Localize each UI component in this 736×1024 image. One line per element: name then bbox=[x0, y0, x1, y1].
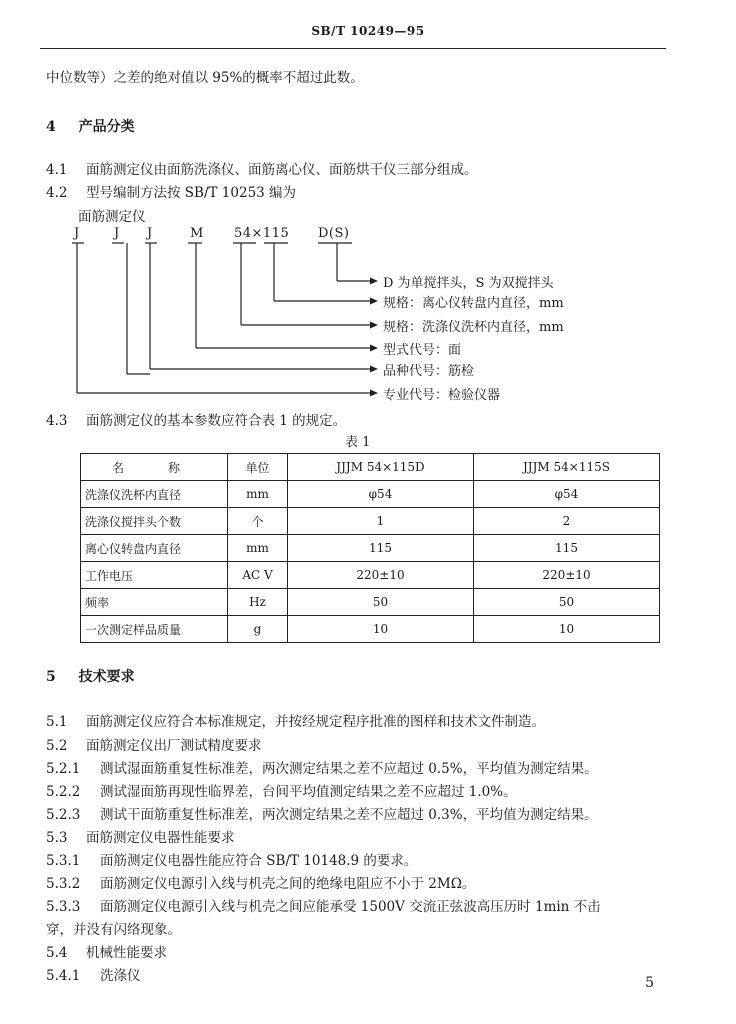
code-m: M bbox=[190, 226, 204, 241]
table-cell: 50 bbox=[288, 589, 474, 616]
label-variety-code: 品种代号：筋检 bbox=[383, 364, 475, 379]
table-cell: 10 bbox=[474, 616, 660, 643]
table-cell: AC V bbox=[228, 562, 288, 589]
clause-number: 5.2.3 bbox=[46, 807, 81, 823]
section-5-number: 5 bbox=[46, 669, 56, 685]
table-cell: 一次测定样品质量 bbox=[81, 616, 228, 643]
code-size: 54×115 bbox=[234, 226, 290, 241]
table-cell: 220±10 bbox=[474, 562, 660, 589]
clause-number: 5.3.3 bbox=[46, 899, 81, 915]
continuation-line: 中位数等）之差的绝对值以 95%的概率不超过此数。 bbox=[46, 70, 364, 86]
section-5-heading bbox=[46, 666, 135, 686]
clause-number: 5.1 bbox=[46, 714, 68, 730]
code-diagram-lines bbox=[0, 0, 736, 420]
clause-text: 面筋测定仪应符合本标准规定，并按经规定程序批准的图样和技术文件制造。 bbox=[86, 714, 545, 730]
clause-number: 5.3 bbox=[46, 830, 68, 846]
clause-5-3-1 bbox=[46, 849, 417, 869]
label-specialty-code: 专业代号：检验仪器 bbox=[383, 388, 501, 403]
table-cell: 2 bbox=[474, 508, 660, 535]
clause-number: 5.2.1 bbox=[46, 761, 81, 777]
running-header: SB/T 10249—95 bbox=[311, 24, 425, 38]
clause-5-3-2 bbox=[46, 872, 475, 892]
clause-number: 4.2 bbox=[46, 185, 68, 201]
table-cell: 洗涤仪洗杯内直径 bbox=[81, 481, 228, 508]
label-head-type: D 为单搅拌头，S 为双搅拌头 bbox=[383, 276, 554, 291]
section-4-title: 产品分类 bbox=[78, 119, 135, 135]
table-row bbox=[81, 616, 660, 643]
clause-text: 洗涤仪 bbox=[100, 968, 141, 984]
table-cell: mm bbox=[228, 535, 288, 562]
clause-text: 面筋测定仪出厂测试精度要求 bbox=[86, 738, 262, 754]
label-washer-size: 规格：洗涤仪洗杯内直径，mm bbox=[383, 320, 564, 335]
table-cell: 115 bbox=[288, 535, 474, 562]
clause-number: 5.2 bbox=[46, 738, 68, 754]
clause-5-2-3 bbox=[46, 803, 598, 823]
clause-text: 面筋测定仪的基本参数应符合表 1 的规定。 bbox=[86, 413, 347, 429]
clause-text: 面筋测定仪电器性能要求 bbox=[86, 830, 235, 846]
table-cell: 频率 bbox=[81, 589, 228, 616]
table-row bbox=[81, 508, 660, 535]
clause-4-3 bbox=[46, 409, 346, 429]
table-header-cell: 名 称 bbox=[81, 454, 228, 481]
clause-number: 5.3.2 bbox=[46, 876, 81, 892]
code-head: D(S) bbox=[318, 226, 350, 241]
table-row bbox=[81, 589, 660, 616]
page-number: 5 bbox=[645, 975, 654, 991]
clause-number: 5.2.2 bbox=[46, 784, 81, 800]
code-j2: J bbox=[114, 226, 120, 241]
clause-number: 4.3 bbox=[46, 413, 68, 429]
table-cell: 洗涤仪搅拌头个数 bbox=[81, 508, 228, 535]
clause-5-3 bbox=[46, 826, 235, 846]
clause-5-4 bbox=[46, 941, 167, 961]
clause-5-3-3 bbox=[46, 895, 601, 915]
table-cell: 115 bbox=[474, 535, 660, 562]
table-header-cell: 单位 bbox=[228, 454, 288, 481]
clause-text: 穿，并没有闪络现象。 bbox=[46, 922, 181, 938]
label-model-code: 型式代号：面 bbox=[383, 343, 462, 358]
clause-text: 测试干面筋重复性标准差，两次测定结果之差不应超过 0.3%，平均值为测定结果。 bbox=[100, 807, 598, 823]
clause-text: 测试湿面筋重复性标准差，两次测定结果之差不应超过 0.5%，平均值为测定结果。 bbox=[100, 761, 598, 777]
clause-text: 面筋测定仪电源引入线与机壳之间的绝缘电阻应不小于 2MΩ。 bbox=[100, 876, 476, 892]
clause-text: 型号编制方法按 SB/T 10253 编为 bbox=[86, 185, 297, 201]
table-row bbox=[81, 535, 660, 562]
clause-5-1 bbox=[46, 710, 545, 730]
table-row bbox=[81, 562, 660, 589]
clause-number: 4.1 bbox=[46, 162, 68, 178]
table-cell: φ54 bbox=[288, 481, 474, 508]
clause-text: 测试湿面筋再现性临界差，台间平均值测定结果之差不应超过 1.0%。 bbox=[100, 784, 517, 800]
clause-5-4-1 bbox=[46, 964, 141, 984]
clause-5-2-1 bbox=[46, 757, 598, 777]
table-cell: 工作电压 bbox=[81, 562, 228, 589]
code-j1: J bbox=[74, 226, 80, 241]
clause-text: 面筋测定仪由面筋洗涤仪、面筋离心仪、面筋烘干仪三部分组成。 bbox=[86, 162, 478, 178]
table-header-cell: JJJM 54×115D bbox=[288, 454, 474, 481]
table-cell: 离心仪转盘内直径 bbox=[81, 535, 228, 562]
table-cell: 50 bbox=[474, 589, 660, 616]
table-cell: 个 bbox=[228, 508, 288, 535]
section-4-number: 4 bbox=[46, 119, 56, 135]
table-header-row bbox=[81, 454, 660, 481]
label-centrifuge-size: 规格：离心仪转盘内直径，mm bbox=[383, 296, 564, 311]
clause-text: 机械性能要求 bbox=[86, 945, 167, 961]
clause-5-2 bbox=[46, 734, 262, 754]
table-cell: 220±10 bbox=[288, 562, 474, 589]
clause-number: 5.3.1 bbox=[46, 853, 81, 869]
section-5-title: 技术要求 bbox=[78, 669, 135, 685]
table-caption: 表 1 bbox=[345, 435, 371, 450]
table-cell: 1 bbox=[288, 508, 474, 535]
diagram-title: 面筋测定仪 bbox=[78, 209, 146, 225]
parameter-table bbox=[80, 453, 660, 643]
clause-text: 面筋测定仪电器性能应符合 SB/T 10148.9 的要求。 bbox=[100, 853, 418, 869]
table-header-cell: JJJM 54×115S bbox=[474, 454, 660, 481]
clause-5-2-2 bbox=[46, 780, 517, 800]
table-cell: φ54 bbox=[474, 481, 660, 508]
code-j3: J bbox=[147, 226, 153, 241]
clause-number: 5.4.1 bbox=[46, 968, 81, 984]
clause-text: 面筋测定仪电源引入线与机壳之间应能承受 1500V 交流正弦波高压历时 1min 不击 bbox=[100, 899, 601, 915]
table-cell: 10 bbox=[288, 616, 474, 643]
clause-5-3-3-cont bbox=[46, 918, 181, 938]
table-cell: g bbox=[228, 616, 288, 643]
clause-number: 5.4 bbox=[46, 945, 68, 961]
table-cell: Hz bbox=[228, 589, 288, 616]
table-cell: mm bbox=[228, 481, 288, 508]
table-row bbox=[81, 481, 660, 508]
